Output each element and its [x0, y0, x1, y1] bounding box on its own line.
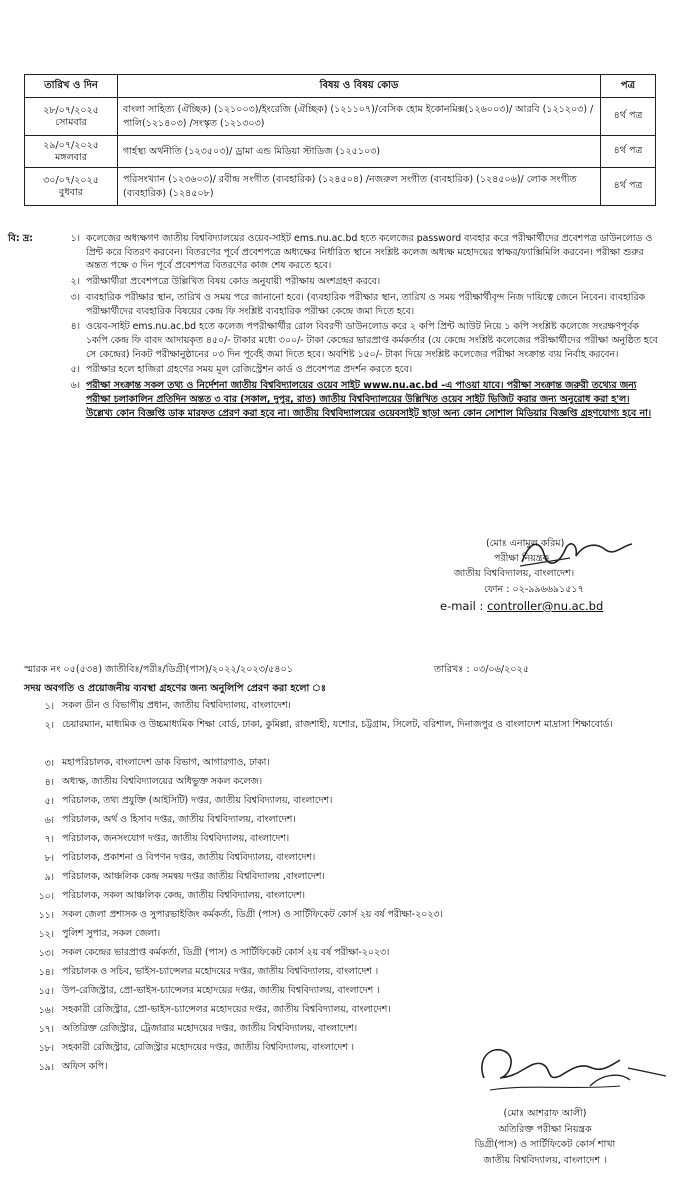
note-text: পরীক্ষার হলে হাজিরা গ্রহণের সময় মূল রেজিস্ট্রেশন কার্ড ও প্রবেশপত্র প্রদর্শন করতে হবে। — [86, 364, 413, 376]
list-item-text: পরিচালক, অর্থ ও হিসাব দপ্তর, জাতীয় বিশ্ববিদ্যালয়, বাংলাদেশ। — [62, 814, 296, 825]
list-item — [12, 851, 662, 870]
row-subject: গার্হস্থ্য অর্থনীতি (১২৩৫০৩)/ ড্রামা এন্ড মিডিয়া স্টাডিজ (১২৫১০৩) — [118, 136, 601, 168]
list-item-number: ৩। — [44, 758, 54, 769]
table-row — [25, 98, 656, 136]
list-item-text: মহাপরিচালক, বাংলাদেশ ডাক বিভাগ, আগারগাও, ঢাকা। — [62, 757, 270, 768]
list-item-number: ১৫। — [38, 986, 54, 997]
row-day: মঙ্গলবার — [55, 151, 87, 163]
signatory2-dept: ডিগ্রী(পাস) ও সার্টিফিকেট কোর্স শাখা — [474, 1139, 616, 1151]
list-item-text: সহকারী রেজিস্ট্রার, প্রো-ভাইস-চ্যান্সেলর মহোদয়ের দপ্তর, জাতীয় বিশ্ববিদ্যালয়, বাংলাদেশ। — [62, 1004, 391, 1015]
list-item-text: পরিচালক, তথ্য প্রযুক্তি (আইসিটি) দপ্তর, জাতীয় বিশ্ববিদ্যালয়, বাংলাদেশ। — [62, 795, 333, 806]
row-date: ৩০/০৭/২০২৫ — [43, 174, 99, 186]
list-item-text: পরিচালক ও সচিব, ভাইস-চ্যান্সেলর মহোদয়ের দপ্তর, জাতীয় বিশ্ববিদ্যালয়, বাংলাদেশ । — [62, 966, 379, 977]
signatory1-name: (মোঃ এনামুল করিম) — [486, 538, 565, 549]
memo-number: স্মারক নং ০৫(৫৩৪) জাতীবিঃ/পরীঃ/ডিগ্রী(পাস)/২০২২/২০২৩/৫৪০১ — [24, 664, 294, 675]
note-text: ওয়েব-সাইট ems.nu.ac.bd হতে কলেজ পপরীক্ষার্থীর রোল বিবরণী ডাউনলোড করে ২ কপি প্রিন্ট আউট নিয়ে ১ কপি সংশ্লিষ্ট কলেজে সংরক্ষণপূর্বক ১কপি কেন্দ্র ফি বাবদ আদায়কৃত ৪৫০/- টাকার মধ্যে ৩০০/- টাকা কেন্দ্রের ভারপ্রাপ্ত কর্মকর্তার (যে কেন্দ্রে সংশ্লিষ্ট কলেজের পরীক্ষার্থীদের পরীক্ষা অনুষ্ঠিত হবে সে কেন্দ্রের) নিকট পরীক্ষানুষ্ঠানের ০৩ দিন পূর্বেই জমা দিতে হবে। অবশিষ্ট ১৫০/- টাকা দিয়ে সংশ্লিষ্ট কলেজের পরীক্ষা সংক্রান্ত ব্যয় নির্বাহ করবেন। — [86, 321, 658, 360]
list-item-number: ১০। — [38, 891, 54, 902]
row-paper: ৪র্থ পত্র — [601, 136, 656, 168]
list-item-number: ১৯। — [38, 1062, 54, 1073]
signatory2-org: জাতীয় বিশ্ববিদ্যালয়, বাংলাদেশ । — [483, 1155, 607, 1167]
signatory1-phone: ফোন : ০২-৯৯৬৬৯১৫১৭ — [484, 583, 584, 595]
list-item — [12, 718, 662, 756]
list-item-text: সকল কেন্দ্রের ভারপ্রাপ্ত কর্মকর্তা, ডিগ্রী (পাস) ও সার্টিফিকেট কোর্স ২য় বর্ষ পরীক্ষা-২০২৩। — [62, 947, 390, 958]
row-date-cell — [25, 168, 118, 206]
list-item-text: অতিরিক্ত রেজিস্ট্রার, ট্রেজারার মহোদয়ের দপ্তর, জাতীয় বিশ্ববিদ্যালয়, বাংলাদেশ। — [62, 1023, 358, 1034]
list-item-number: ১২। — [38, 929, 54, 940]
row-date: ২৯/০৭/২০২৫ — [43, 139, 99, 151]
signatory1-org: জাতীয় বিশ্ববিদ্যালয়, বাংলাদেশ। — [454, 568, 575, 580]
note-item — [8, 232, 658, 273]
note-number: ৩। — [70, 291, 80, 303]
notes-section — [8, 232, 658, 422]
header-subject: বিষয় ও বিষয় কোড — [118, 75, 601, 98]
list-item-number: ১৪। — [38, 967, 54, 978]
list-item-number: ৮। — [44, 853, 54, 864]
list-item-number: ৫। — [44, 796, 54, 807]
list-item — [12, 813, 662, 832]
list-item-text: পুলিশ সুপার, সকল জেলা। — [62, 928, 161, 939]
note-text: পরীক্ষার্থীরা প্রবেশপত্রে উল্লিখিত বিষয় কোড অনুযায়ী পরীক্ষায় অংশগ্রহণ করবে। — [86, 276, 381, 288]
note-number: ২। — [70, 276, 80, 288]
list-item — [12, 775, 662, 794]
list-item-text: অফিস কপি। — [62, 1061, 108, 1072]
row-date: ২৮/০৭/২০২৫ — [43, 104, 99, 116]
signatory-controller-block — [418, 536, 658, 615]
list-item-text: পরিচালক, প্রকাশনা ও বিপণন দপ্তর, জাতীয় বিশ্ববিদ্যালয়, বাংলাদেশ। — [62, 852, 316, 863]
header-paper: পত্র — [601, 75, 656, 98]
note-text: ব্যবহারিক পরীক্ষার স্থান, তারিখ ও সময় পরে জানানো হবে। (ব্যবহারিক পরীক্ষার স্থান, তারিখ ও সময় পরীক্ষার্থীবৃন্দ নিজ দায়িত্বে জেনে নিবেন। ব্যবহারিক পরীক্ষার্থীদের ব্যবহারিক বিষয়ের কেন্দ্র ফি সংশ্লিষ্ট ব্যবহারিক পরীক্ষা কেন্দ্রে জমা দিতে হবে। — [86, 291, 646, 317]
list-item — [12, 870, 662, 889]
note-item — [8, 379, 658, 420]
note-item — [8, 320, 658, 361]
signatory1-email-line — [418, 597, 658, 615]
note-number: ৪। — [70, 321, 80, 333]
list-item-number: ৬। — [44, 815, 54, 826]
list-item — [12, 756, 662, 775]
list-item-text: পরিচালক, জনসংযোগ দপ্তর, জাতীয় বিশ্ববিদ্যালয়, বাংলাদেশ। — [62, 833, 290, 844]
note-number: ১। — [70, 233, 80, 244]
list-item-number: ১৩। — [38, 948, 54, 959]
note-number: ৫। — [70, 364, 80, 376]
note-number: ৬। — [70, 380, 80, 392]
note-text: কলেজের অধ্যক্ষগণ জাতীয় বিশ্ববিদ্যালয়ের ওয়েব-সাইট ems.nu.ac.bd হতে কলেজের password ব্যবহার করে পরীক্ষার্থীদের প্রবেশপত্র ডাউনলোড ও প্রিন্ট করে বিতরণ করবেন। বিতরণের পূর্বে প্রবেশপত্রে অধ্যক্ষের নির্ধারিত স্থানে সংশ্লিষ্ট কলেজ অধ্যক্ষ মহোদয়ের স্বাক্ষর/ফ্যাক্সিমিলি করবেন। পরীক্ষা শুরুর অন্তত পক্ষে ৩ দিন পূর্বে প্রবেশপত্র বিতরণের কাজ শেষ করতে হবে। — [86, 233, 653, 272]
list-item-number: ১৬। — [38, 1005, 54, 1016]
row-date-cell — [25, 98, 118, 136]
list-item-text: উপ-রেজিস্ট্রার, প্রো-ভাইস-চ্যান্সেলর মহোদয়ের দপ্তর, জাতীয় বিশ্ববিদ্যালয়, বাংলাদেশ । — [62, 985, 380, 996]
table-header-row — [25, 75, 656, 98]
note-item — [8, 291, 658, 318]
list-item-number: ২। — [44, 720, 54, 731]
list-item — [12, 908, 662, 927]
list-item — [12, 946, 662, 965]
list-item — [12, 984, 662, 1003]
email-label: e-mail : — [440, 598, 484, 613]
signatory2-name: (মোঃ আশরাফ আলী) — [503, 1108, 587, 1119]
row-subject: পরিসংখ্যান (১২৩৬০৩)/ রবীন্দ্র সংগীত (ব্যবহারিক) (১২৪৫০৪) /নজরুল সংগীত (ব্যবহারিক) (১২৪৫০৬)/ লোক সংগীত (ব্যবহারিক) (১২৪৫০৮) — [118, 168, 601, 206]
note-text-important: পরীক্ষা সংক্রান্ত সকল তথ্য ও নির্দেশনা জাতীয় বিশ্ববিদ্যালয়ের ওয়েব সাইট www.nu.ac.bd -এ পাওয়া যাবে। পরীক্ষা সংক্রান্ত জরুরী তথ্যের জন্য পরীক্ষা চলাকালিন প্রতিদিন অন্তত ৩ বার (সকাল, দুপুর, রাত) জাতীয় বিশ্ববিদ্যালয়ের উল্লিখিত ওয়েব সাইট ভিজিট করার জন্য অনুরোধ করা হ'ল। উল্লেখ্য কোন বিজ্ঞপ্তি ডাক মারফত প্রেরণ করা হবে না। জাতীয় বিশ্ববিদ্যালয়ের ওয়েবসাইট ছাড়া অন্য কোন সোশাল মিডিয়ার বিজ্ঞপ্তি গ্রহণযোগ্য হবে না। — [86, 380, 652, 419]
row-day: সোমবার — [55, 116, 87, 128]
list-item-number: ৪। — [44, 777, 54, 788]
list-item-text: সকল ডীন ও বিভাগীয় প্রধান, জাতীয় বিশ্ববিদ্যালয়, বাংলাদেশ। — [62, 700, 291, 711]
header-date: তারিখ ও দিন — [25, 75, 118, 98]
list-item — [12, 699, 662, 718]
list-item — [12, 1003, 662, 1022]
list-item-number: ১৮। — [38, 1043, 54, 1054]
note-item — [8, 275, 658, 289]
list-item-text: পরিচালক, আঞ্চলিক কেন্দ্র সমন্বয় দপ্তর জাতীয় বিশ্ববিদ্যালয় ,বাংলাদেশ। — [62, 871, 325, 882]
cc-list — [12, 699, 662, 1079]
notes-label: বি: দ্র: — [8, 233, 33, 244]
email-link[interactable]: controller@nu.ac.bd — [487, 598, 604, 613]
exam-schedule-table — [24, 74, 656, 206]
table-row — [25, 168, 656, 206]
list-item-number: ১৭। — [38, 1024, 54, 1035]
row-day: বুধবার — [59, 186, 83, 198]
list-item-number: ৯। — [44, 872, 54, 883]
list-item — [12, 889, 662, 908]
list-item-number: ১। — [44, 701, 54, 712]
signature-additional-controller — [470, 1038, 670, 1104]
row-paper: ৪র্থ পত্র — [601, 168, 656, 206]
row-paper: ৪র্থ পত্র — [601, 98, 656, 136]
cc-intro: সদয় অবগতি ও প্রয়োজনীয় ব্যবস্থা গ্রহণের জন্য অনুলিপি প্রেরণ করা হলো ঃ — [24, 683, 327, 694]
signatory-additional-controller-block — [430, 1106, 660, 1169]
signatory2-title: অতিরিক্ত পরীক্ষা নিয়ন্ত্রক — [498, 1123, 592, 1135]
list-item — [12, 927, 662, 946]
list-item-text: চেয়ারম্যান, মাধ্যমিক ও উচ্চমাধ্যমিক শিক্ষা বোর্ড, ঢাকা, কুমিল্লা, রাজশাহী, যশোর, চট্টগ্রাম, সিলেট, বরিশাল, দিনাজপুর ও বাংলাদেশ মাদ্রাসা শিক্ষাবোর্ড। — [62, 719, 613, 730]
list-item-number: ৭। — [44, 834, 54, 845]
row-subject: বাংলা সাহিত্য (ঐচ্ছিক) (১২১০০৩)/ইংরেজি (ঐচ্ছিক) (১২১১০৭)/বেসিক হোম ইকোনমিক্স(১২৬০০৩)/ আরবি (১২১২০৩) /পালি(১২১৪০৩) /সংস্কৃত (১২১৩০৩) — [118, 98, 601, 136]
note-item — [8, 363, 658, 377]
list-item-text: সহকারী রেজিস্ট্রার, রেজিস্ট্রার মহোদয়ের দপ্তর, জাতীয় বিশ্ববিদ্যালয়, বাংলাদেশ । — [62, 1042, 354, 1053]
list-item — [12, 794, 662, 813]
list-item-text: অধ্যক্ষ, জাতীয় বিশ্ববিদ্যালয়ের অধিভুক্ত সকল কলেজ। — [62, 776, 263, 787]
row-date-cell — [25, 136, 118, 168]
memo-line — [24, 663, 664, 678]
list-item — [12, 965, 662, 984]
signatory1-title: পরীক্ষা নিয়ন্ত্রক — [494, 553, 550, 565]
list-item-text: পরিচালক, সকল আঞ্চলিক কেন্দ্র, জাতীয় বিশ্ববিদ্যালয়, বাংলাদেশ। — [62, 890, 305, 901]
list-item-text: সকল জেলা প্রশাসক ও সুপারভাইজিং কর্মকর্তা, ডিগ্রী (পাস) ও সার্টিফিকেট কোর্স ২য় বর্ষ পরীক্ষা-২০২৩। — [62, 909, 443, 920]
table-row — [25, 136, 656, 168]
list-item — [12, 832, 662, 851]
memo-date: তারিখঃ : ০৩/০৬/২০২৫ — [434, 664, 530, 675]
list-item-number: ১১। — [38, 910, 54, 921]
